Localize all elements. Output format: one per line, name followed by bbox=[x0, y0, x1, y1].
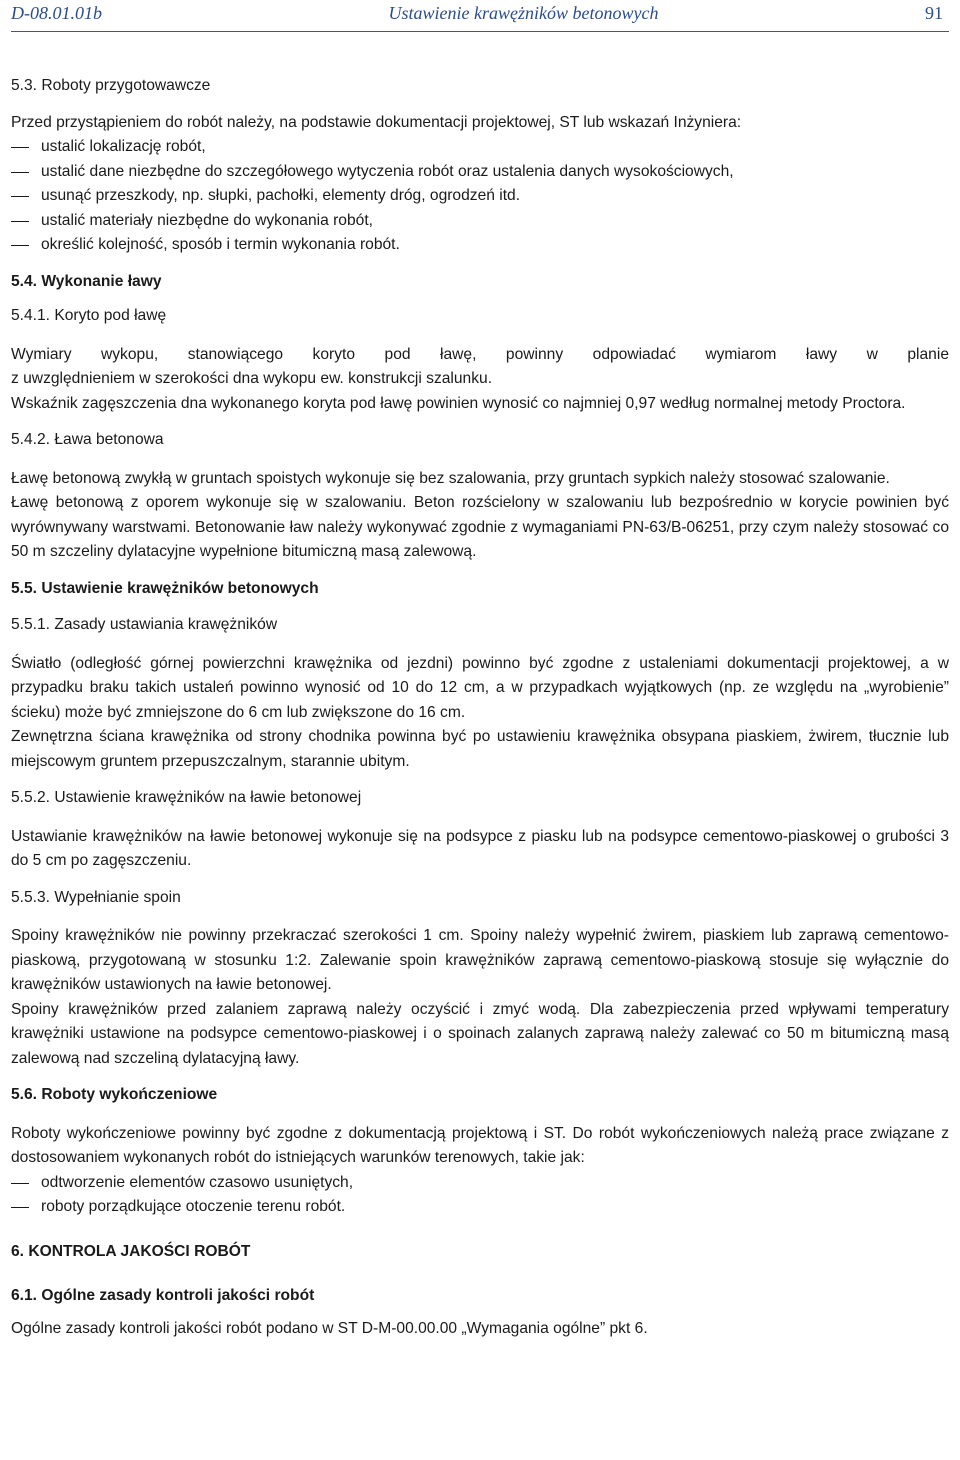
paragraph: Zewnętrzna ściana krawężnika od strony chodnika powinna być po ustawieniu krawężnika obsypana piaskiem, żwirem, tłucznie lub miejscowym gruntem przepuszczalnym, starannie ubitym. bbox=[11, 728, 949, 770]
paragraph: z uwzględnieniem w szerokości dna wykopu ew. konstrukcji szalunku. bbox=[11, 370, 493, 387]
paragraph: Ławę betonową zwykłą w gruntach spoistych wykonuje się bez szalowania, przy gruntach sypkich należy stosować szalowanie. bbox=[11, 469, 890, 487]
finishing-list bbox=[11, 1171, 949, 1220]
section-6-1-heading: 6.1. Ogólne zasady kontroli jakości robót bbox=[11, 1287, 315, 1304]
list-item: odtworzenie elementów czasowo usuniętych, bbox=[11, 1171, 949, 1196]
list-item: określić kolejność, sposób i termin wykonania robót. bbox=[11, 233, 949, 258]
page-header bbox=[11, 0, 949, 32]
page-number: 91 bbox=[925, 3, 943, 23]
paragraph: Światło (odległość górnej powierzchni krawężnika od jezdni) powinno być zgodne z ustaleniami dokumentacji projektowej, a w przypadku braku takich ustaleń powinno wynosić od 10 do 12 cm, a w przypadkach wyjątkowych (np. ze względu na „wyrobienie” ścieku) może być zmniejszone do 6 cm lub zwiększone do 16 cm. bbox=[11, 654, 949, 721]
paragraph: Roboty wykończeniowe powinny być zgodne z dokumentacją projektową i ST. Do robót wykończeniowych należą prace związane z dostosowaniem wykonanych robót do istniejących warunków terenowych, takie jak: bbox=[11, 1124, 949, 1166]
spec-code: D-08.01.01b bbox=[11, 3, 102, 23]
preparation-list bbox=[11, 135, 949, 258]
list-item: ustalić materiały niezbędne do wykonania robót, bbox=[11, 209, 949, 234]
paragraph: Spoiny krawężników nie powinny przekraczać szerokości 1 cm. Spoiny należy wypełnić żwirem, piaskiem lub zaprawą cementowo-piaskową, przygotowaną w stosunku 1:2. Zalewanie spoin krawężników zaprawą cementowo-piaskową stosuje się wyłącznie do krawężników ustawionych na ławie betonowej. bbox=[11, 927, 949, 993]
paragraph: Ławę betonową z oporem wykonuje się w szalowaniu. Beton rozścielony w szalowaniu lub bezpośrednio w korycie powinien być wyrównywany warstwami. Betonowanie ław należy wykonywać zgodnie z wymaganiami PN-63/B-06251, przy czym należy stosować co 50 m szczeliny dylatacyjne wypełnione bitumiczną masą zalewową. bbox=[11, 494, 949, 560]
section-6-heading: 6. KONTROLA JAKOŚCI ROBÓT bbox=[11, 1242, 251, 1260]
section-5-4-2-heading: 5.4.2. Ława betonowa bbox=[11, 431, 164, 448]
paragraph: Wymiary wykopu, stanowiącego koryto pod ławę, powinny odpowiadać wymiarom ławy w planie bbox=[11, 345, 949, 363]
section-5-3-heading: 5.3. Roboty przygotowawcze bbox=[11, 77, 211, 94]
section-5-3-intro: Przed przystąpieniem do robót należy, na podstawie dokumentacji projektowej, ST lub wskazań Inżyniera: bbox=[11, 113, 742, 131]
list-item: roboty porządkujące otoczenie terenu robót. bbox=[11, 1195, 949, 1220]
section-5-5-heading: 5.5. Ustawienie krawężników betonowych bbox=[11, 579, 319, 597]
list-item: ustalić dane niezbędne do szczegółowego wytyczenia robót oraz ustalenia danych wysokościowych, bbox=[11, 160, 949, 185]
section-5-6-heading: 5.6. Roboty wykończeniowe bbox=[11, 1086, 218, 1103]
section-5-5-1-heading: 5.5.1. Zasady ustawiania krawężników bbox=[11, 616, 278, 633]
list-item: usunąć przeszkody, np. słupki, pachołki, elementy dróg, ogrodzeń itd. bbox=[11, 184, 949, 209]
header-title: Ustawienie krawężników betonowych bbox=[388, 3, 659, 23]
paragraph: Spoiny krawężników przed zalaniem zaprawą należy oczyścić i zmyć wodą. Dla zabezpieczenia przed wpływami temperatury krawężniki ustawione na podsypce cementowo-piaskowej i o spoinach zalanych zaprawą należy zalewać co 50 m bitumiczną masą zalewową nad szczeliną dylatacyjną ławy. bbox=[11, 1000, 949, 1067]
paragraph: Ogólne zasady kontroli jakości robót podano w ST D-M-00.00.00 „Wymagania ogólne” pkt 6. bbox=[11, 1319, 648, 1337]
paragraph: Ustawianie krawężników na ławie betonowej wykonuje się na podsypce z piasku lub na podsypce cementowo-piaskowej o grubości 3 do 5 cm po zagęszczeniu. bbox=[11, 827, 949, 869]
document-body bbox=[11, 74, 949, 1341]
section-5-4-1-heading: 5.4.1. Koryto pod ławę bbox=[11, 307, 167, 324]
section-5-5-2-heading: 5.5.2. Ustawienie krawężników na ławie betonowej bbox=[11, 789, 362, 806]
section-5-4-heading: 5.4. Wykonanie ławy bbox=[11, 272, 162, 290]
paragraph: Wskaźnik zagęszczenia dna wykonanego koryta pod ławę powinien wynosić co najmniej 0,97 według normalnej metody Proctora. bbox=[11, 394, 906, 412]
list-item: ustalić lokalizację robót, bbox=[11, 135, 949, 160]
section-5-5-3-heading: 5.5.3. Wypełnianie spoin bbox=[11, 888, 181, 906]
